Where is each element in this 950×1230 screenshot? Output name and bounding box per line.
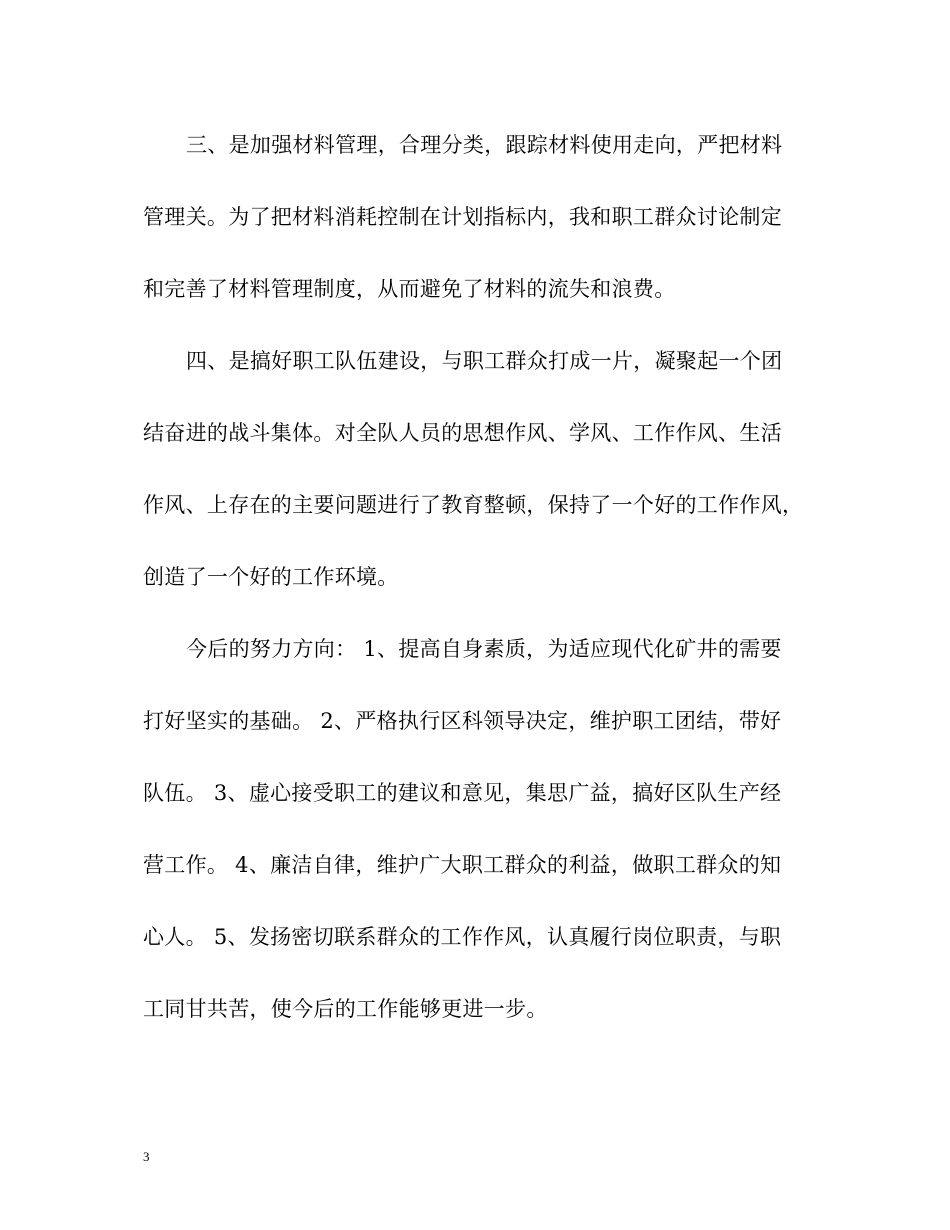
text-line: 结奋进的战斗集体。对全队人员的思想作风、学风、工作作风、生活 [143,421,782,445]
page-number: 3 [143,1149,150,1164]
text-line: 今后的努力方向： 1、提高自身素质，为适应现代化矿井的需要 [186,637,782,661]
text-line: 管理关。为了把材料消耗控制在计划指标内，我和职工群众讨论制定 [143,205,782,229]
text-line: 工同甘共苦，使今后的工作能够更进一步。 [143,997,548,1021]
text-line: 营工作。 4、廉洁自律，维护广大职工群众的利益，做职工群众的知 [143,853,782,877]
text-line: 三、是加强材料管理，合理分类，跟踪材料使用走向，严把材料 [186,133,783,157]
text-line: 打好坚实的基础。 2、严格执行区科领导决定，维护职工团结，带好 [143,709,782,733]
text-line: 四、是搞好职工队伍建设，与职工群众打成一片，凝聚起一个团 [186,349,783,373]
text-line: 创造了一个好的工作环境。 [143,565,399,589]
text-line: 队伍。 3、虚心接受职工的建议和意见，集思广益，搞好区队生产经 [143,781,782,805]
text-line: 心人。 5、发扬密切联系群众的工作作风，认真履行岗位职责，与职 [143,925,782,949]
text-line: 和完善了材料管理制度，从而避免了材料的流失和浪费。 [143,277,676,301]
text-line: 作风、上存在的主要问题进行了教育整顿，保持了一个好的工作作风， [143,493,804,517]
